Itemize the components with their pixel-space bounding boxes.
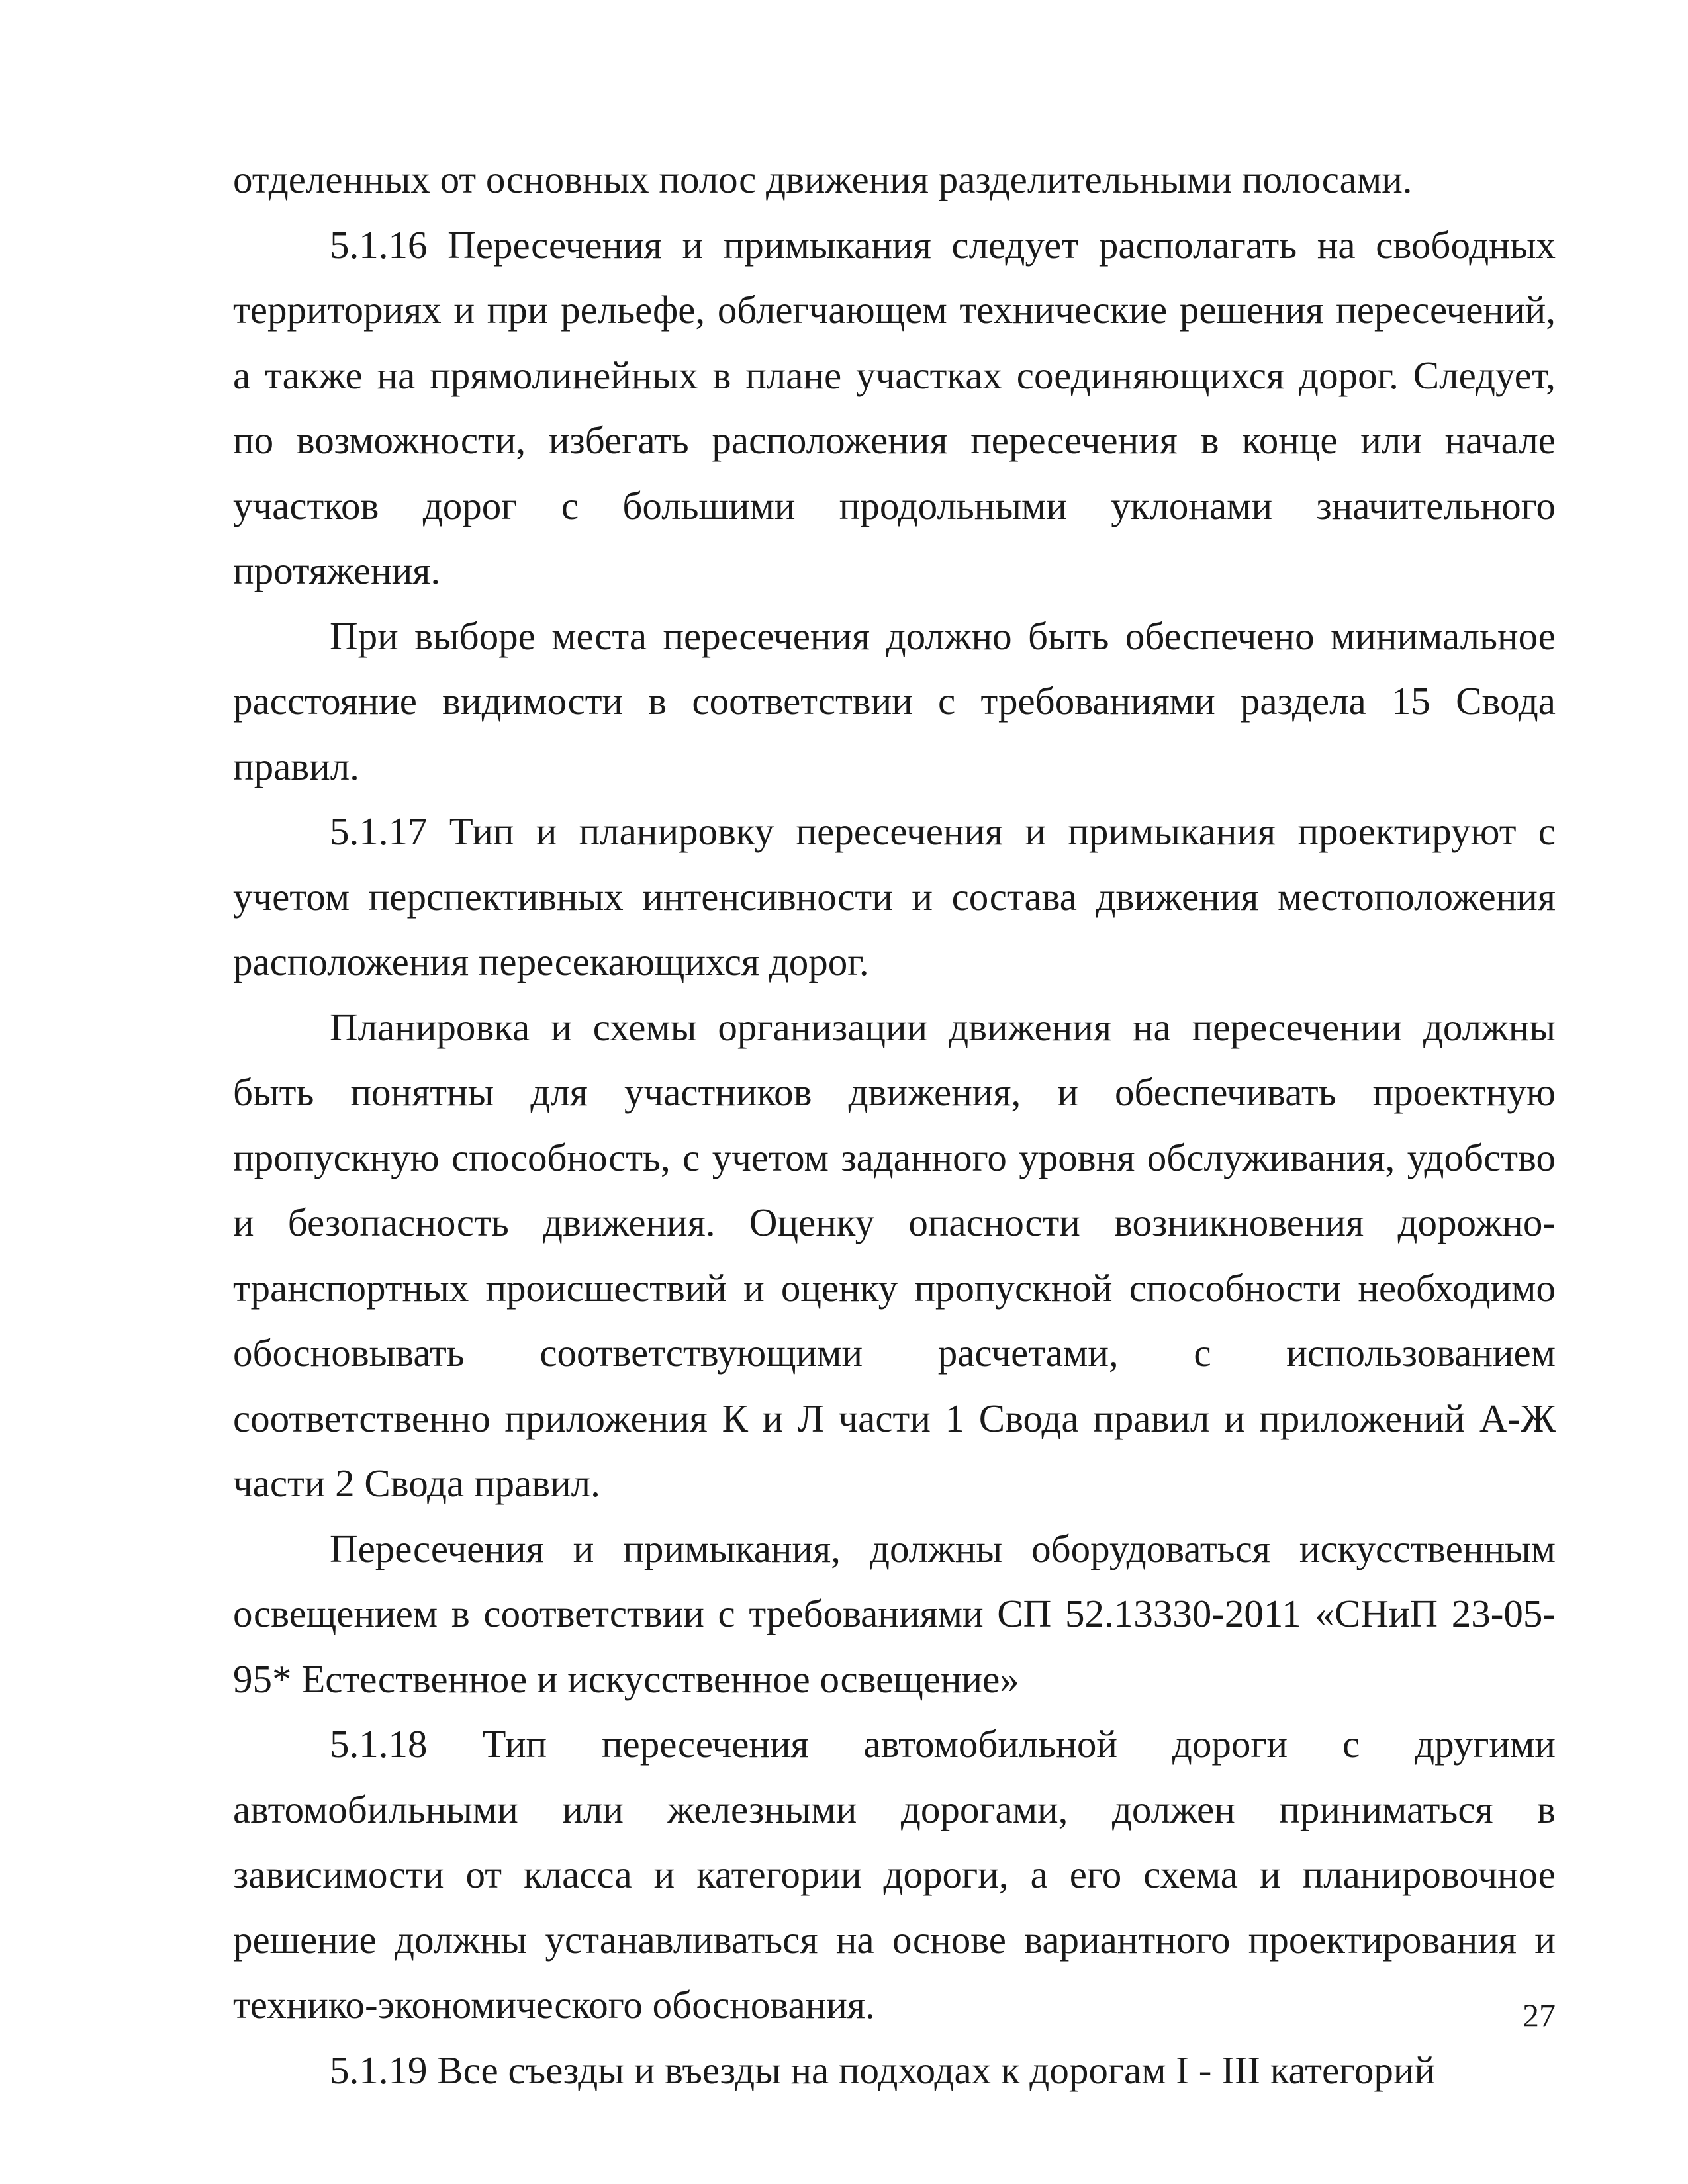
paragraph-5-1-17: 5.1.17 Тип и планировку пересечения и примыкания проектируют с учетом перспективных интенсивности и состава движения местоположения расположения пересекающихся дорог.: [233, 809, 1556, 983]
body-text: [233, 147, 1556, 2103]
paragraph-5-1-18: 5.1.18 Тип пересечения автомобильной дороги с другими автомобильными или железными дорогами, должен приниматься в зависимости от класса и категории дороги, а его схема и планировочное решение должны устанавливаться на основе вариантного проектирования и технико-экономического обоснования.: [233, 1722, 1556, 2026]
paragraph-lighting: Пересечения и примыкания, должны оборудоваться искусственным освещением в соответствии с требованиями СП 52.13330-2011 «СНиП 23-05-95* Естественное и искусственное освещение»: [233, 1526, 1556, 1701]
paragraph-5-1-19: 5.1.19 Все съезды и въезды на подходах к дорогам I - III категорий: [330, 2048, 1436, 2092]
paragraph-planning: Планировка и схемы организации движения на пересечении должны быть понятны для участников движения, и обеспечивать проектную пропускную способность, с учетом заданного уровня обслуживания, удобство и безопасность движения. Оценку опасности возникновения дорожно-транспортных происшествий и оценку пропускной способности необходимо обосновывать соответствующими расчетами, с использованием соответственно приложения К и Л части 1 Свода правил и приложений А-Ж части 2 Свода правил.: [233, 1005, 1556, 1505]
paragraph-continuation: отделенных от основных полос движения разделительными полосами.: [233, 158, 1413, 201]
paragraph-5-1-16: 5.1.16 Пересечения и примыкания следует располагать на свободных территориях и при рельефе, облегчающем технические решения пересечений, а также на прямолинейных в плане участках соединяющихся дорог. Следует, по возможности, избегать расположения пересечения в конце или начале участков дорог с большими продольными уклонами значительного протяжения.: [233, 222, 1556, 592]
page-number: 27: [1523, 1997, 1556, 2034]
paragraph-visibility: При выборе места пересечения должно быть обеспечено минимальное расстояние видимости в соответствии с требованиями раздела 15 Свода правил.: [233, 614, 1556, 788]
